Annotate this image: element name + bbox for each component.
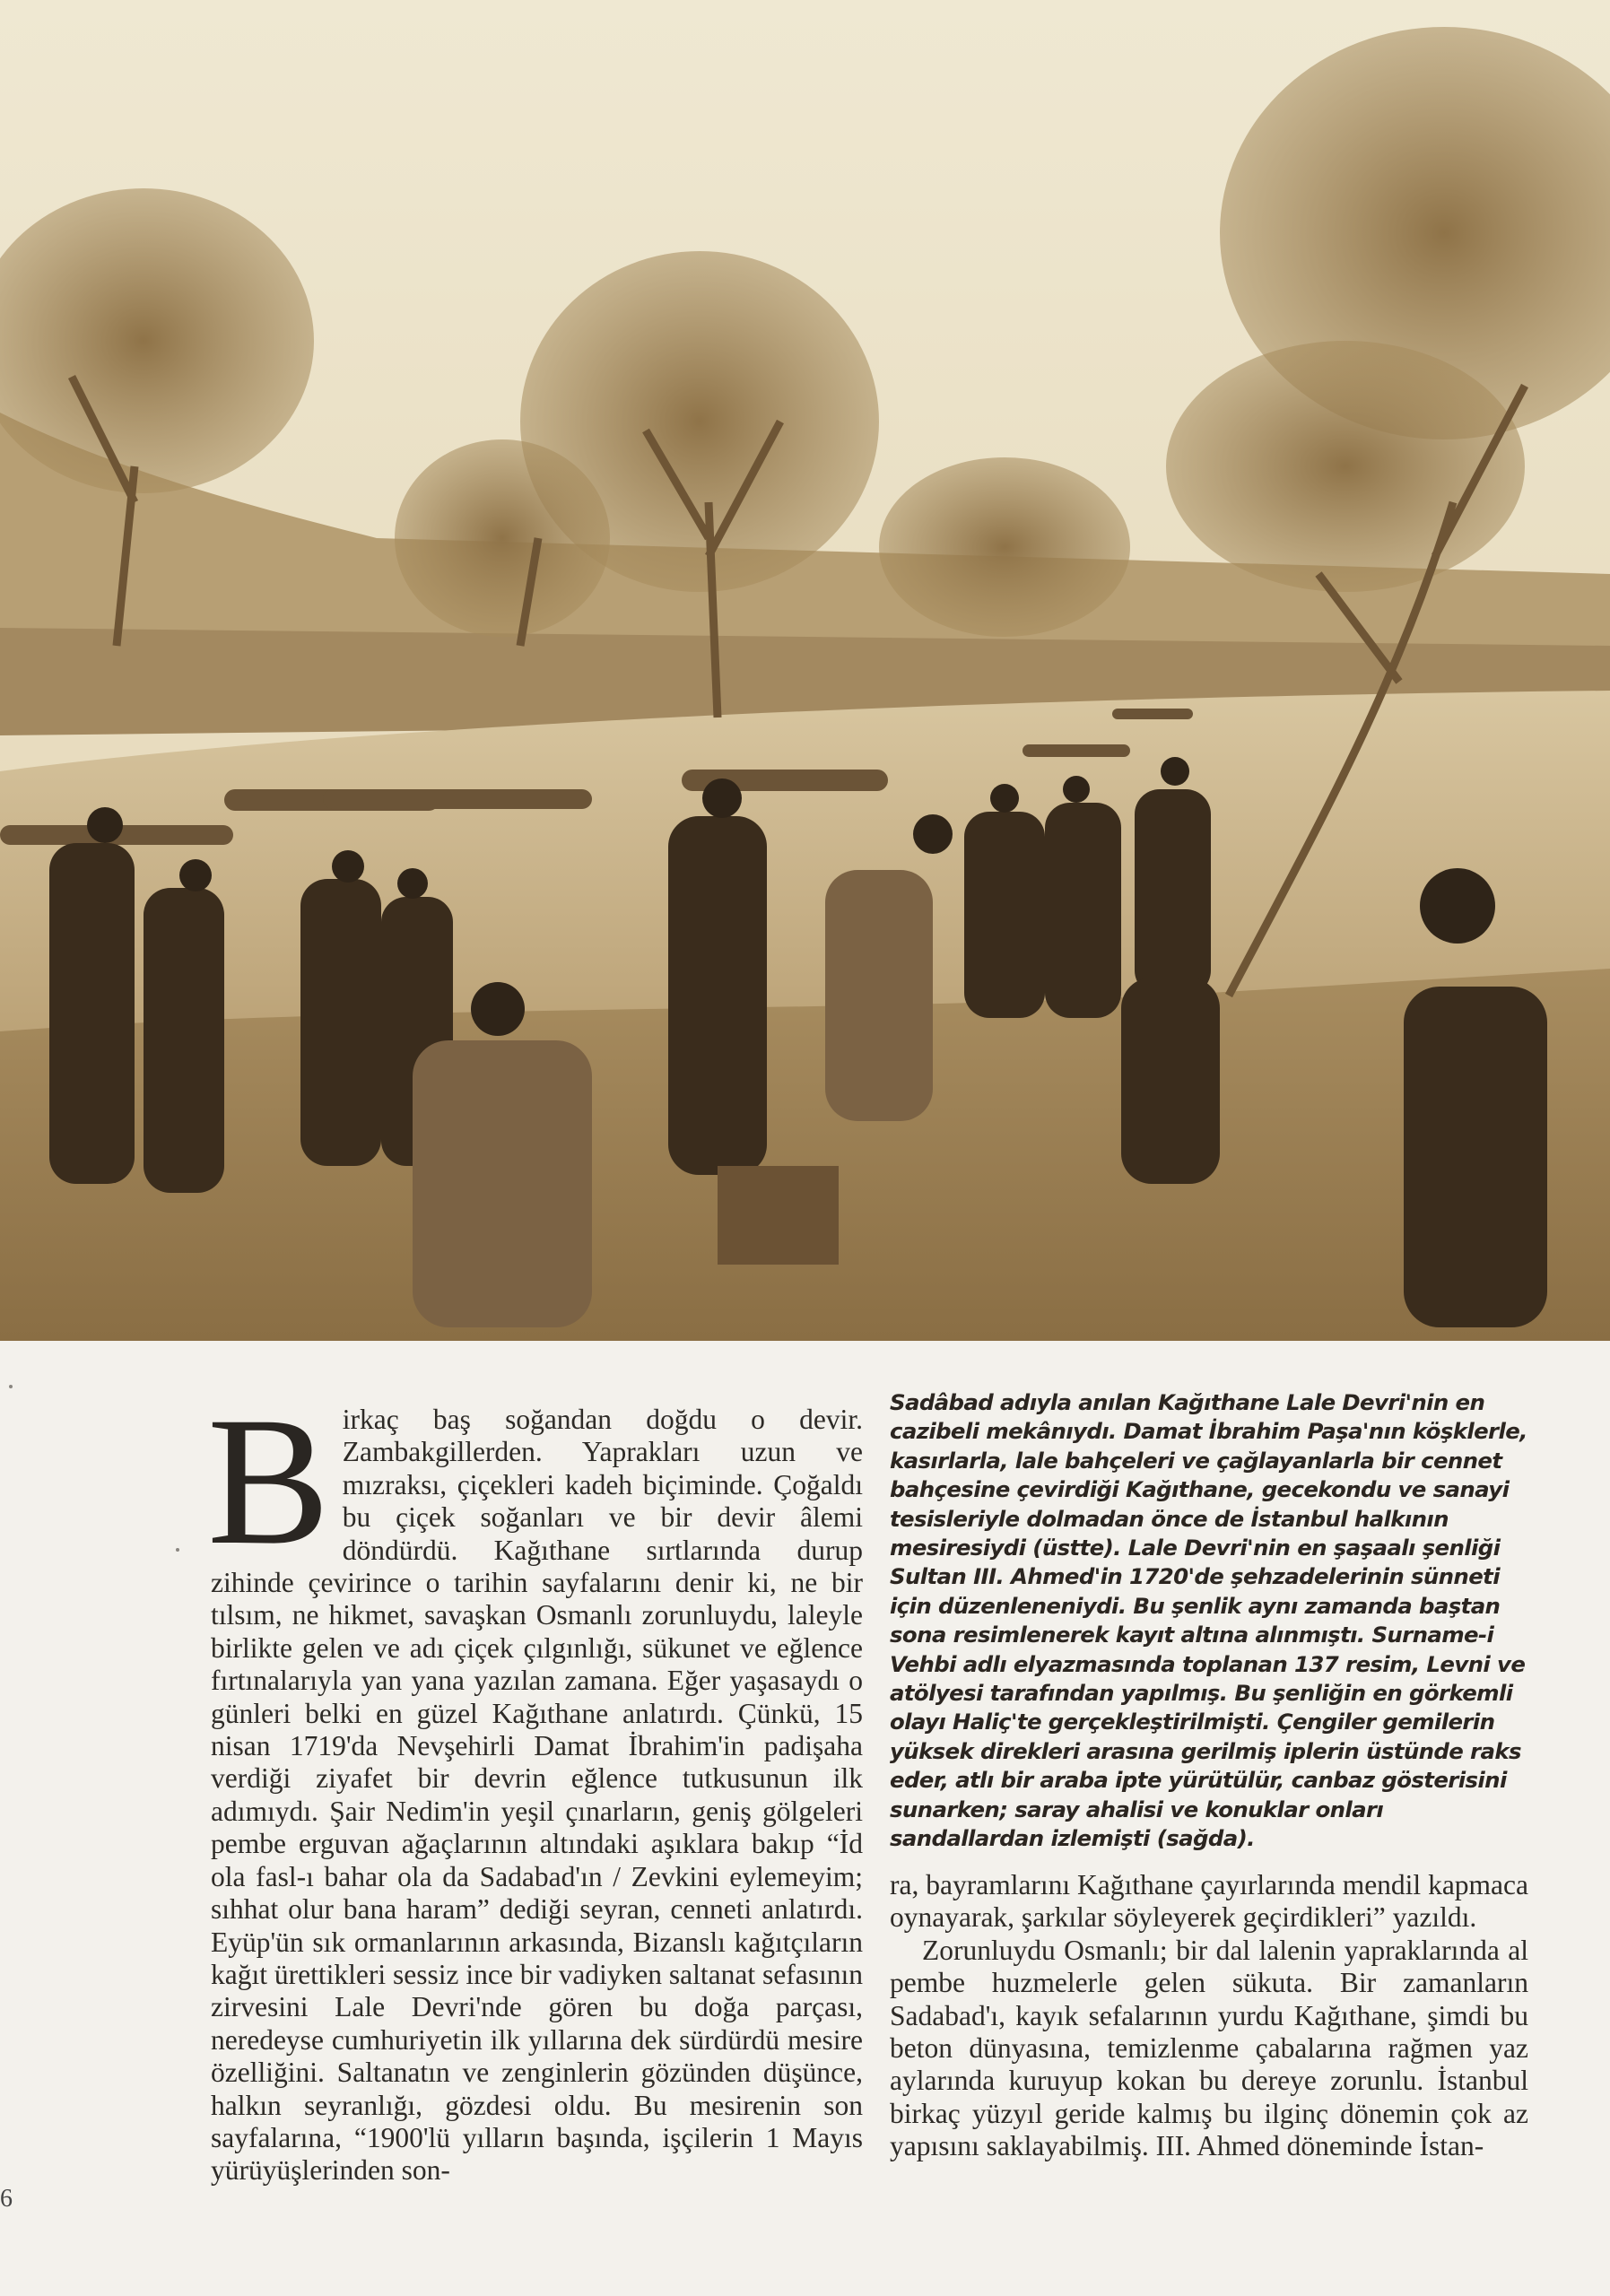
article-column-right (890, 1869, 1528, 2163)
article-text-right-2: Zorunluydu Osmanlı; bir dal lalenin yapraklarında al pembe huzmelerle gelen sükuta. Bir zamanların Sadabad'ı, kayık sefalarının yurdu Kağıthane, şimdi bu beton dünyasına, temizlenme çabalarına rağmen yaz aylarında kuruyup kokan bu dereye zorunlu. İstanbul birkaç yüzyıl geride kalmış bu ilginç dönemin çok az yapısını saklayabilmiş. III. Ahmed döneminde İstan- (890, 1934, 1528, 2162)
drop-cap: B (207, 1379, 330, 1583)
article-text-right-1: ra, bayramlarını Kağıthane çayırlarında mendil kapmaca oynayarak, şarkılar söyleyerek geçirdikleri” yazıldı. (890, 1869, 1528, 1934)
photo-caption: Sadâbad adıyla anılan Kağıthane Lale Devri'nin en cazibeli mekânıydı. Damat İbrahim Paşa'nın köşklerle, kasırlarla, lale bahçeleri ve çağlayanlarla bir cennet bahçesine çevirdiği Kağıthane, gecekondu ve sanayi tesisleriyle dolmadan önce de İstanbul halkının mesiresiydi (üstte). Lale Devri'nin en şaşaalı şenliği Sultan III. Ahmed'in 1720'de şehzadelerinin sünneti için düzenleneniydi. Bu şenlik aynı zamanda baştan sona resimlenerek kayıt altına alınmıştı. Surname-i Vehbi adlı elyazmasında toplanan 137 resim, Levni ve atölyesi tarafından yapılmış. Bu şenliğin en görkemli olayı Haliç'te gerçekleştirilmişti. Çengiler gemilerin yüksek direkleri arasına gerilmiş iplerin üstünde raks eder, atlı bir araba ipte yürütülür, canbaz gösterisini sunarken; saray ahalisi ve konuklar onları sandallardan izlemişti (sağda). (890, 1389, 1527, 1852)
print-speck (176, 1548, 179, 1552)
article-text-left: irkaç baş soğandan doğdu o devir. Zambakgillerden. Yaprakları uzun ve mızraksı, çiçekleri kadeh biçiminde. Çoğaldı bu çiçek soğanları ve bir devir âlemi döndürdü. Kağıthane sırtlarında durup zihinde çevirince o tarihin sayfalarını denir ki, ne bir tılsım, ne hikmet, savaşkan Osmanlı zorunluydu, laleyle birlikte gelen ve adı çiçek çılgınlığı, sükunet ve eğlence fırtınalarıyla yan yana yazılan zamana. Eğer yaşasaydı o günleri belki en güzel Kağıthane anlatırdı. Çünkü, 15 nisan 1719'da Nevşehirli Damat İbrahim'in padişaha verdiği ziyafet bir devrin eğlence tutkusunun ilk adımıydı. Şair Nedim'in yeşil çınarların, geniş gölgeleri pembe erguvan ağaçlarının altındaki aşıklara bakıp “İd ola fasl-ı bahar ola da Sadabad'ın / Zevkini eylemeyim; sıhhat olur bana haram” dediği seyran, cenneti anlatırdı. Eyüp'ün sık ormanlarının arkasında, Bizanslı kağıtçıların kağıt ürettikleri sessiz ince bir vadiyken saltanat sefasının zirvesini Lale Devri'nde gören bu doğa parçası, neredeyse cumhuriyetin ilk yıllarına dek sürdürdü mesire özelliğini. Saltanatın ve zenginlerin gözünden düşünce, halkın seyranlığı, gözdesi oldu. Bu mesirenin son sayfalarına, “1900'lü yılların başında, işçilerin 1 Mayıs yürüyüşlerinden son- (211, 1404, 863, 2187)
page-number: 6 (0, 2185, 13, 2213)
article-column-left (207, 1379, 863, 2187)
print-speck (9, 1385, 13, 1388)
